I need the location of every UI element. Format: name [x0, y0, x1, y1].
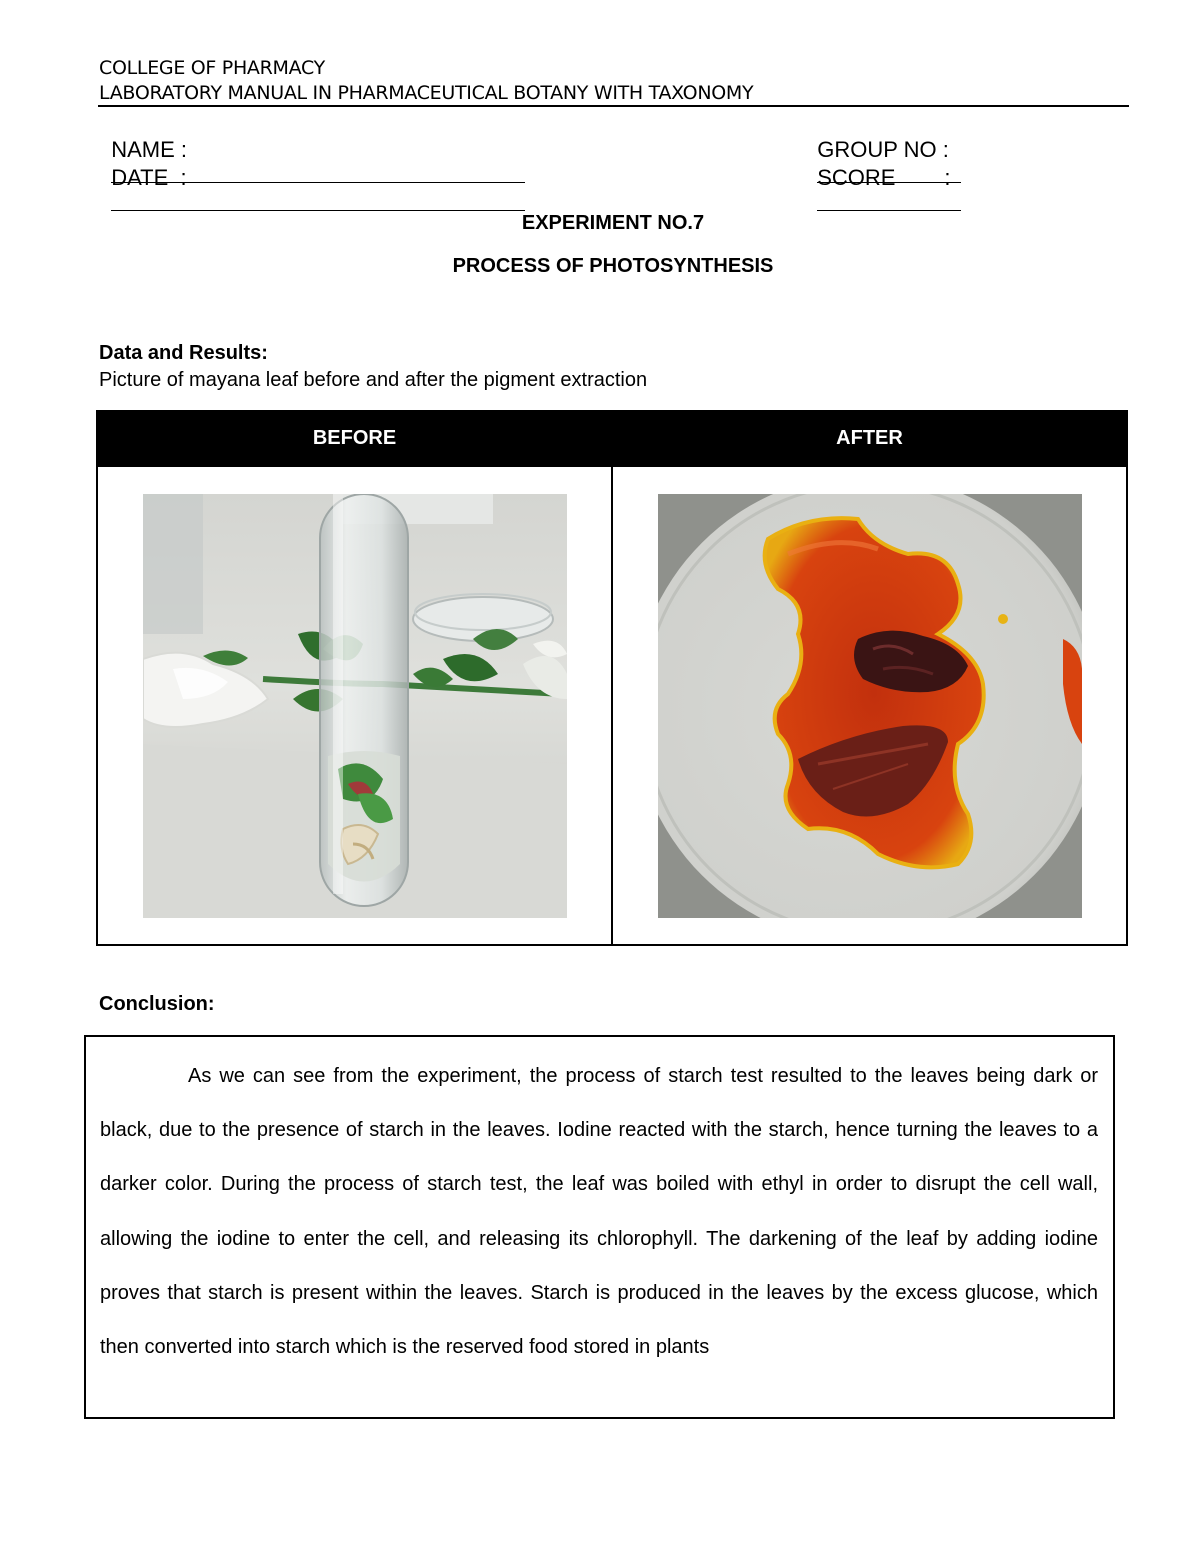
date-field [99, 139, 525, 217]
name-label: NAME : [111, 137, 188, 162]
before-cell [97, 466, 612, 945]
college-name: COLLEGE OF PHARMACY [99, 57, 325, 79]
date-label: DATE : [111, 165, 187, 190]
score-blank [817, 192, 961, 211]
after-header: AFTER [612, 411, 1127, 466]
score-field [805, 139, 961, 217]
experiment-number: EXPERIMENT NO.7 [521, 212, 705, 234]
date-blank [111, 192, 525, 211]
conclusion-box [84, 1035, 1115, 1419]
manual-title: LABORATORY MANUAL IN PHARMACEUTICAL BOTANY WITH TAXONOMY [99, 82, 754, 104]
photo-caption: Picture of mayana leaf before and after the pigment extraction [99, 369, 648, 391]
group-label: GROUP NO : [817, 137, 949, 162]
petri-dish-with-iodine-image [658, 494, 1082, 918]
after-cell [612, 466, 1127, 945]
before-header: BEFORE [97, 411, 612, 466]
header-divider [98, 105, 1129, 107]
before-photo [143, 494, 567, 918]
test-tube-with-leaves-image [143, 494, 567, 918]
after-photo [658, 494, 1082, 918]
photo-table [96, 410, 1128, 946]
conclusion-heading: Conclusion: [99, 993, 215, 1015]
score-label: SCORE : [817, 165, 951, 190]
data-results-heading: Data and Results: [99, 342, 268, 364]
experiment-title: PROCESS OF PHOTOSYNTHESIS [452, 255, 774, 277]
conclusion-text: As we can see from the experiment, the process of starch test resulted to the leaves being dark or black, due to the presence of starch in the leaves. Iodine reacted with the starch, hence turning the leaves to a darker color. During the process of starch test, the leaf was boiled with ethyl in order to disrupt the cell wall, allowing the iodine to enter the cell, and releasing its chlorophyll. The darkening of the leaf by adding iodine proves that starch is present within the leaves. Starch is produced in the leaves by the excess glucose, which then converted into starch which is the reserved food stored in plants [100, 1065, 1098, 1359]
